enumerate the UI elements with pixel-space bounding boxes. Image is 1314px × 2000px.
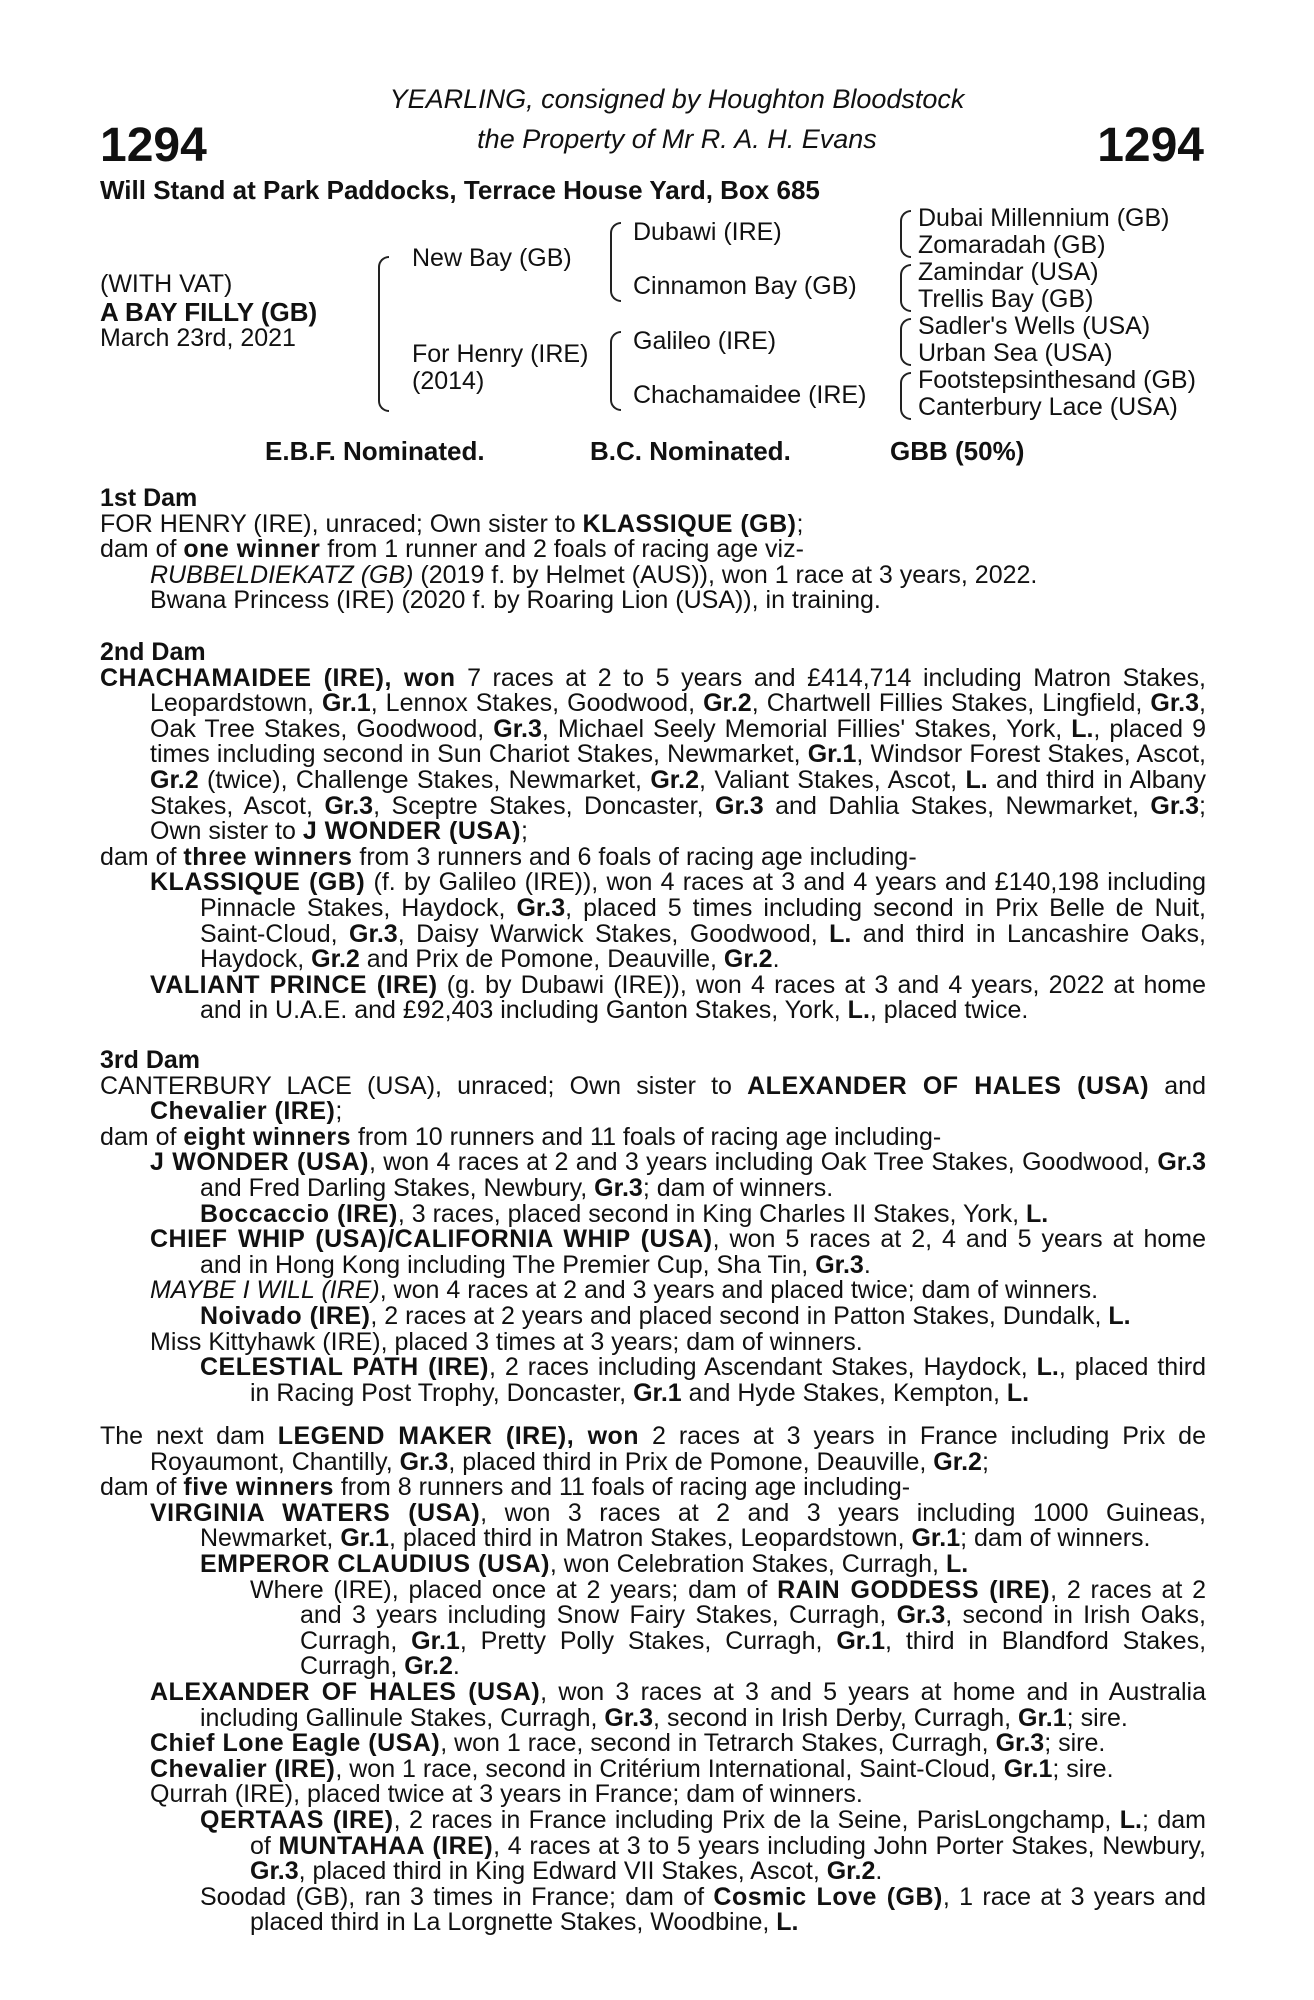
dam-year: (2014)	[412, 367, 485, 395]
produce-entry: VIRGINIA WATERS (USA), won 3 races at 2 and 3 years including 1000 Guineas, Newmarket, Gr.1, placed third in Matron Stakes, Leopardstown, Gr.1; dam of winners.	[150, 1498, 1207, 1553]
produce-entry: Chief Lone Eagle (USA), won 1 race, second in Tetrarch Stakes, Curragh, Gr.3; sire.	[150, 1729, 1106, 1758]
second-dam-produce: dam of three winners from 3 runners and 6 foals of racing age including-	[100, 842, 917, 871]
second-dam-record: CHACHAMAIDEE (IRE), won 7 races at 2 to 5 years and £414,714 including Matron Stakes, Leopardstown, Gr.1, Lennox Stakes, Goodwood, Gr.2, Chartwell Fillies Stakes, Lingfield, Gr.3, Oak Tree Stakes, Goodwood, Gr.3, Michael Seely Memorial Fillies' Stakes, York, L., placed 9 times including second in Sun Chariot Stakes, Newmarket, Gr.1, Windsor Forest Stakes, Ascot, Gr.2 (twice), Challenge Stakes, Newmarket, Gr.2, Valiant Stakes, Ascot, L. and third in Albany Stakes, Ascot, Gr.3, Sceptre Stakes, Doncaster, Gr.3 and Dahlia Stakes, Newmarket, Gr.3; Own sister to J WONDER (USA);	[100, 663, 1207, 846]
produce-entry: Miss Kittyhawk (IRE), placed 3 times at 3 years; dam of winners.	[150, 1327, 863, 1356]
bc-nomination: B.C. Nominated.	[590, 436, 791, 466]
first-dam-line: FOR HENRY (IRE), unraced; Own sister to KLASSIQUE (GB);	[100, 509, 804, 538]
ancestor-5: Sadler's Wells (USA)	[918, 312, 1151, 340]
sire-dam: Cinnamon Bay (GB)	[633, 272, 857, 300]
first-dam-heading: 1st Dam	[100, 484, 198, 512]
produce-entry: CELESTIAL PATH (IRE), 2 races including Ascendant Stakes, Haydock, L., placed third in Racing Post Trophy, Doncaster, Gr.1 and Hyde Stakes, Kempton, L.	[200, 1353, 1206, 1407]
next-dam-record: The next dam LEGEND MAKER (IRE), won 2 races at 3 years in France including Prix de Royaumont, Chantilly, Gr.3, placed third in Prix de Pomone, Deauville, Gr.2;	[100, 1422, 1206, 1476]
lot-number-left: 1294	[100, 119, 207, 172]
produce-entry: Noivado (IRE), 2 races at 2 years and placed second in Patton Stakes, Dundalk, L.	[200, 1301, 1131, 1330]
third-dam-heading: 3rd Dam	[100, 1046, 201, 1074]
ancestor-8: Canterbury Lace (USA)	[918, 393, 1178, 421]
vat-note: (WITH VAT)	[100, 270, 233, 298]
produce-entry: CHIEF WHIP (USA)/CALIFORNIA WHIP (USA), won 5 races at 2, 4 and 5 years at home and in Hong Kong including The Premier Cup, Sha Tin, Gr.3.	[150, 1225, 1206, 1279]
horse-name: A BAY FILLY (GB)	[100, 297, 318, 327]
brace-g12	[900, 210, 911, 258]
produce-entry: RUBBELDIEKATZ (GB) (2019 f. by Helmet (AUS)), won 1 race at 3 years, 2022.	[150, 560, 1038, 589]
stand-location: Will Stand at Park Paddocks, Terrace House Yard, Box 685	[100, 175, 820, 205]
produce-entry: EMPEROR CLAUDIUS (USA), won Celebration Stakes, Curragh, L.	[200, 1549, 969, 1578]
brace-g34	[900, 264, 911, 312]
produce-entry: ALEXANDER OF HALES (USA), won 3 races at 3 and 5 years at home and in Australia including Gallinule Stakes, Curragh, Gr.3, second in Irish Derby, Curragh, Gr.1; sire.	[150, 1677, 1206, 1732]
produce-entry: Chevalier (IRE), won 1 race, second in Critérium International, Saint-Cloud, Gr.1; sire.	[150, 1754, 1114, 1783]
property-line: the Property of Mr R. A. H. Evans	[477, 124, 877, 154]
ancestor-4: Trellis Bay (GB)	[918, 285, 1094, 313]
next-dam-produce: dam of five winners from 8 runners and 11 foals of racing age including-	[100, 1473, 911, 1502]
produce-entry: VALIANT PRINCE (IRE) (g. by Dubawi (IRE)), won 4 races at 3 and 4 years, 2022 at home and in U.A.E. and £92,403 including Ganton Stakes, York, L., placed twice.	[150, 970, 1206, 1025]
second-dam-section	[100, 640, 1206, 1024]
produce-entry: MAYBE I WILL (IRE), won 4 races at 2 and 3 years and placed twice; dam of winners.	[150, 1276, 1099, 1305]
ancestor-3: Zamindar (USA)	[918, 258, 1099, 286]
foaling-date: March 23rd, 2021	[100, 324, 296, 352]
brace-sire	[610, 222, 621, 302]
consignment-line: YEARLING, consigned by Houghton Bloodstock	[389, 84, 965, 114]
produce-entry: KLASSIQUE (GB) (f. by Galileo (IRE)), won 4 races at 3 and 4 years and £140,198 including Pinnacle Stakes, Haydock, Gr.3, placed 5 times including second in Prix Belle de Nuit, Saint-Cloud, Gr.3, Daisy Warwick Stakes, Goodwood, L. and third in Lancashire Oaks, Haydock, Gr.2 and Prix de Pomone, Deauville, Gr.2.	[150, 868, 1206, 974]
third-dam-record: CANTERBURY LACE (USA), unraced; Own sister to ALEXANDER OF HALES (USA) and Chevalier (IRE);	[100, 1071, 1206, 1126]
produce-entry: Qurrah (IRE), placed twice at 3 years in France; dam of winners.	[150, 1780, 863, 1809]
dam-sire: Galileo (IRE)	[633, 327, 777, 355]
ancestor-1: Dubai Millennium (GB)	[918, 204, 1170, 232]
first-dam-section	[100, 486, 1206, 614]
third-dam-produce: dam of eight winners from 10 runners and 11 foals of racing age including-	[100, 1122, 942, 1151]
produce-entry: Soodad (GB), ran 3 times in France; dam of Cosmic Love (GB), 1 race at 3 years and placed third in La Lorgnette Stakes, Woodbine, L.	[200, 1882, 1206, 1937]
produce-entry: J WONDER (USA), won 4 races at 2 and 3 years including Oak Tree Stakes, Goodwood, Gr.3 and Fred Darling Stakes, Newbury, Gr.3; dam of winners.	[150, 1148, 1206, 1202]
produce-entry: QERTAAS (IRE), 2 races in France including Prix de la Seine, ParisLongchamp, L.; dam of MUNTAHAA (IRE), 4 races at 3 to 5 years including John Porter Stakes, Newbury, Gr.3, placed third in King Edward VII Stakes, Ascot, Gr.2.	[200, 1805, 1206, 1886]
first-dam-produce: dam of one winner from 1 runner and 2 foals of racing age viz-	[100, 535, 804, 564]
brace-g78	[900, 372, 911, 420]
brace-g56	[900, 318, 911, 366]
produce-entry: Where (IRE), placed once at 2 years; dam of RAIN GODDESS (IRE), 2 races at 2 and 3 years including Snow Fairy Stakes, Curragh, Gr.3, second in Irish Oaks, Curragh, Gr.1, Pretty Polly Stakes, Curragh, Gr.1, third in Blandford Stakes, Curragh, Gr.2.	[250, 1575, 1207, 1681]
ebf-nomination: E.B.F. Nominated.	[265, 436, 485, 466]
brace-main	[378, 256, 389, 412]
ancestor-2: Zomaradah (GB)	[918, 231, 1106, 259]
brace-dam	[610, 331, 621, 411]
gbb-note: GBB (50%)	[890, 436, 1025, 466]
ancestor-7: Footstepsinthesand (GB)	[918, 366, 1196, 394]
dam: For Henry (IRE)	[412, 340, 589, 368]
lot-number-right: 1294	[1097, 119, 1204, 172]
third-dam-section	[100, 1048, 1206, 1406]
produce-entry: Bwana Princess (IRE) (2020 f. by Roaring Lion (USA)), in training.	[150, 586, 881, 615]
sire: New Bay (GB)	[412, 244, 572, 272]
second-dam-heading: 2nd Dam	[100, 638, 206, 666]
ancestor-6: Urban Sea (USA)	[918, 339, 1113, 367]
dam-dam: Chachamaidee (IRE)	[633, 381, 867, 409]
sire-sire: Dubawi (IRE)	[633, 218, 782, 246]
produce-entry: Boccaccio (IRE), 3 races, placed second in King Charles II Stakes, York, L.	[200, 1199, 1049, 1228]
next-dam-section	[100, 1424, 1206, 1936]
